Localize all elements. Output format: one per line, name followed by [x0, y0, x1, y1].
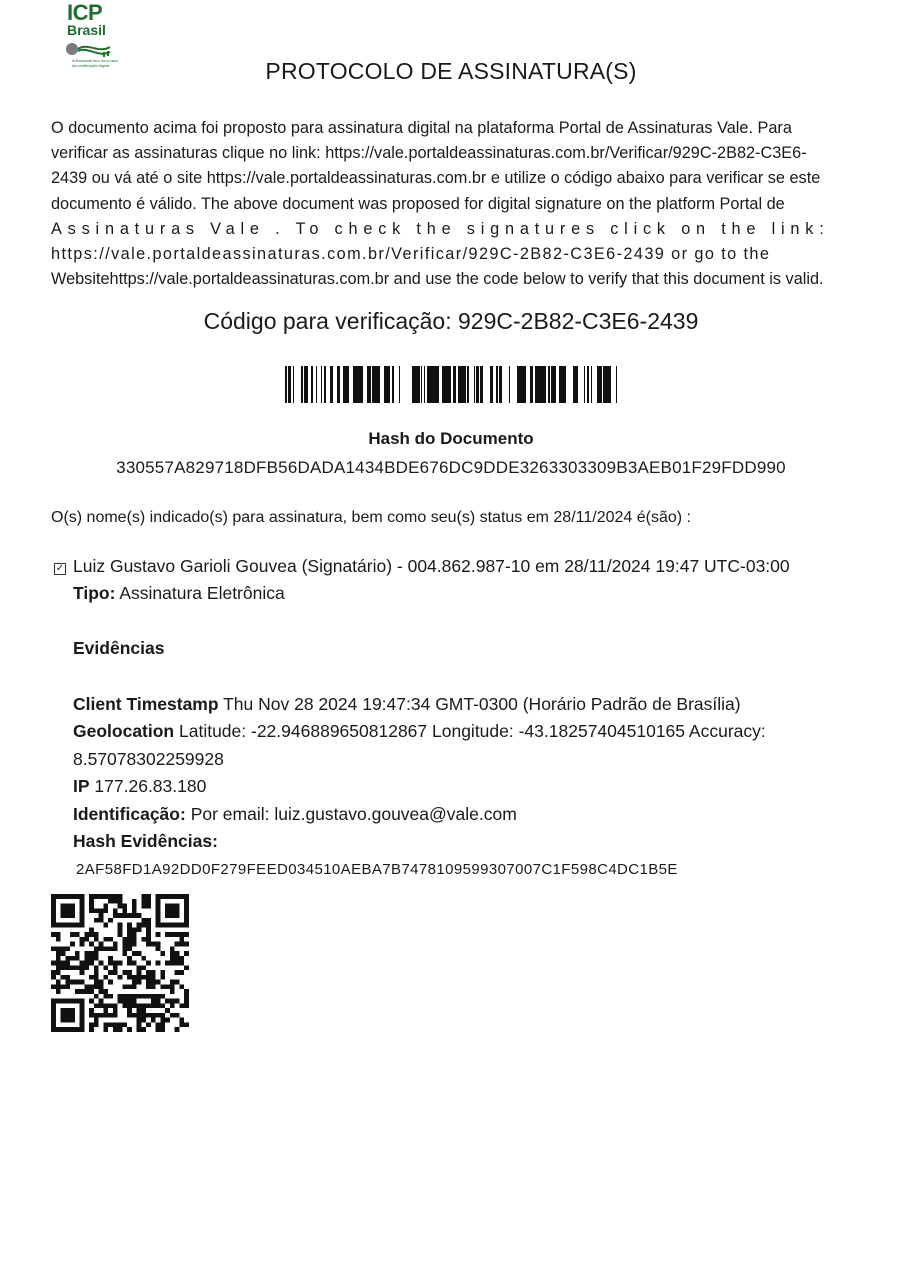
type-value: Assinatura Eletrônica: [119, 583, 285, 603]
signature-type: [73, 580, 285, 608]
geolocation-label: Geolocation: [73, 721, 175, 741]
intro-line: 2439 ou vá até o site https://vale.portaldeassinaturas.com.br e utilize o código abaixo para verificar se este: [51, 169, 821, 188]
type-label: Tipo:: [73, 583, 116, 603]
barcode-image: [285, 366, 619, 403]
hash-title: Hash do Documento: [368, 429, 534, 448]
qr-code-image: [51, 894, 189, 1032]
intro-paragraph: [51, 116, 853, 292]
identification-value: Por email: luiz.gustavo.gouvea@vale.com: [190, 804, 517, 824]
page-title: PROTOCOLO DE ASSINATURA(S): [265, 58, 637, 84]
intro-line: Assinaturas Vale . To check the signatures click on the link:: [51, 219, 830, 238]
intro-line: documento é válido. The above document was proposed for digital signature on the platform Portal de: [51, 194, 785, 213]
intro-line: O documento acima foi proposto para assinatura digital na plataforma Portal de Assinaturas Vale. Para: [51, 119, 792, 137]
key-icon: [64, 38, 114, 60]
identification-label: Identificação:: [73, 804, 186, 824]
geolocation-value: Latitude: -22.946889650812867 Longitude: -43.18257404510165 Accuracy:: [179, 721, 766, 741]
ip-value: 177.26.83.180: [94, 776, 207, 796]
logo-brasil-text: Brasil: [67, 22, 106, 38]
intro-line: https://vale.portaldeassinaturas.com.br/Verificar/929C-2B82-C3E6-2439 or go to the: [51, 245, 771, 264]
evidence-title: [73, 635, 164, 663]
hash-value: 330557A829718DFB56DADA1434BDE676DC9DDE3263303309B3AEB01F29FDD990: [116, 458, 786, 477]
geolocation-accuracy: 8.57078302259928: [73, 749, 224, 769]
identification: [73, 801, 517, 829]
evidence-title-text: Evidências: [73, 638, 165, 658]
logo-icp-text: ICP: [67, 0, 103, 25]
evidence-hash-title: [73, 828, 218, 856]
intro-line: verificar as assinaturas clique no link: https://vale.portaldeassinaturas.com.br/Verificar/929C-2B82-C3E6-: [51, 144, 807, 163]
signer-line: Luiz Gustavo Garioli Gouvea (Signatário) - 004.862.987-10 em 28/11/2024 19:47 UTC-03:00: [73, 556, 790, 576]
client-timestamp: [73, 691, 741, 719]
signed-checkbox-icon: ✓: [55, 563, 65, 574]
client-timestamp-label: Client Timestamp: [73, 694, 219, 714]
status-intro: O(s) nome(s) indicado(s) para assinatura, bem como seu(s) status em 28/11/2024 é(são) :: [51, 509, 691, 526]
verification-code: Código para verificação: 929C-2B82-C3E6-2439: [203, 308, 699, 334]
client-timestamp-value: Thu Nov 28 2024 19:47:34 GMT-0300 (Horário Padrão de Brasília): [223, 694, 741, 714]
intro-line: Websitehttps://vale.portaldeassinaturas.com.br and use the code below to verify that this document is valid.: [51, 270, 824, 289]
ip-label: IP: [73, 776, 90, 796]
geolocation: [73, 718, 766, 746]
evidence-hash-value: 2AF58FD1A92DD0F279FEED034510AEBA7B7478109599307007C1F598C4DC1B5E: [76, 861, 678, 878]
evidence-hash-label: Hash Evidências:: [73, 831, 218, 851]
logo-tagline: A liberdade tem uma cara: da certificação digital: [72, 58, 119, 68]
ip-address: [73, 773, 206, 801]
